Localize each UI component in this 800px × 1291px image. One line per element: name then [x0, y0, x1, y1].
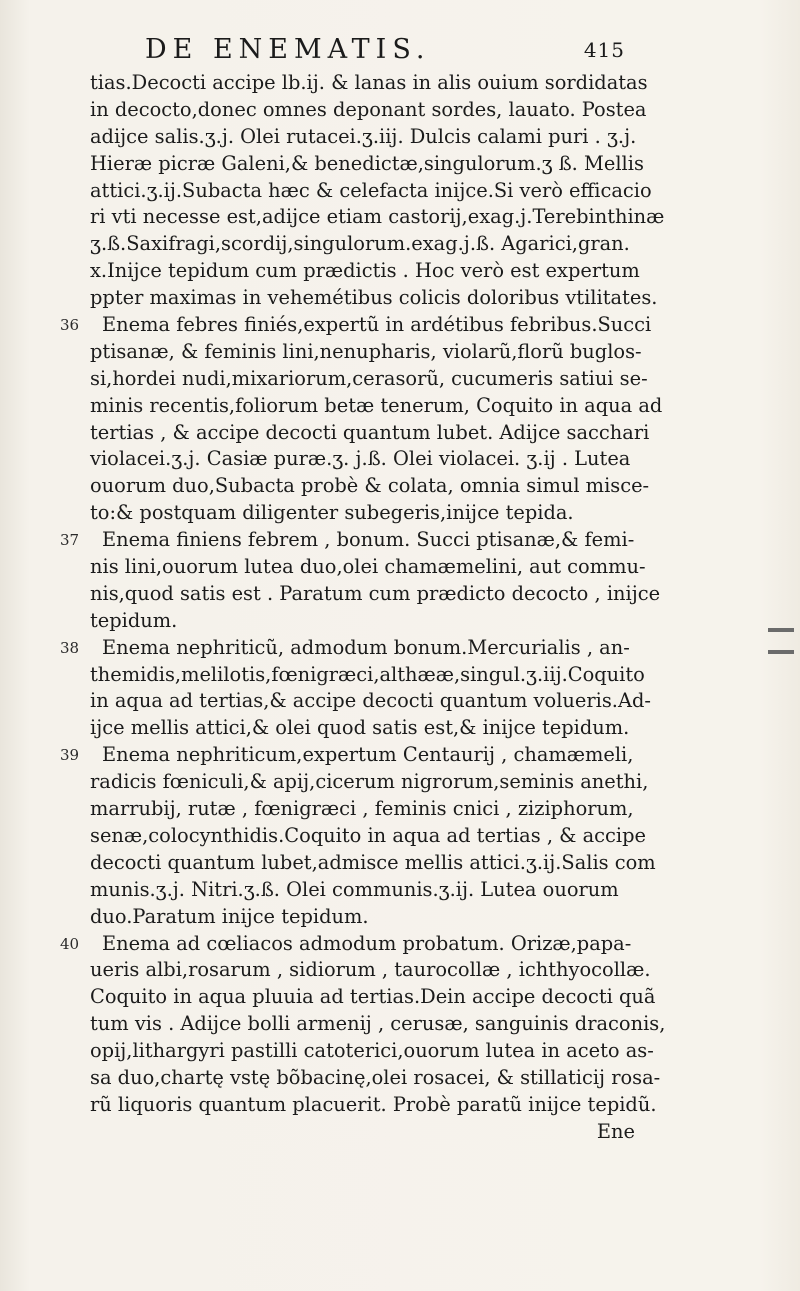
text-line	[90, 688, 665, 715]
margin-mark-icon	[768, 628, 794, 688]
text-line	[90, 231, 665, 258]
text-line	[90, 258, 665, 285]
line-text: ri vti necesse est,adijce etiam castorij,exag.j.Terebinthinæ	[90, 205, 665, 229]
text-line	[90, 554, 665, 581]
text-line	[90, 581, 665, 608]
text-line	[90, 366, 665, 393]
line-text: minis recentis,foliorum betæ tenerum, Coquito in aqua ad	[90, 393, 663, 417]
line-text: to:& postquam diligenter subegeris,inijce tepida.	[90, 501, 574, 525]
text-line	[60, 931, 665, 958]
recipe-number: 38	[60, 638, 80, 657]
text-line	[90, 339, 665, 366]
text-line	[90, 124, 665, 151]
line-text: themidis,melilotis,fœnigræci,althææ,singul.ʒ.iij.Coquito	[90, 662, 645, 686]
line-text: tepidum.	[90, 608, 178, 632]
text-line	[90, 285, 665, 312]
text-line	[90, 662, 665, 689]
recipe-number: 39	[60, 746, 80, 765]
line-text: radicis fœniculi,& apij,cicerum nigrorum,seminis anethi,	[90, 770, 649, 794]
recipe-number: 37	[60, 531, 80, 550]
text-line	[90, 204, 665, 231]
line-text: tum vis . Adijce bolli armenij , cerusæ, sanguinis draconis,	[90, 1012, 666, 1036]
text-line	[90, 957, 665, 984]
text-line	[90, 393, 665, 420]
text-line	[90, 70, 665, 97]
line-text: opij,lithargyri pastilli catoterici,ouorum lutea in aceto as-	[90, 1039, 654, 1063]
text-line	[90, 904, 665, 931]
text-line	[90, 178, 665, 205]
line-text: in decocto,donec omnes deponant sordes, lauato. Postea	[90, 97, 647, 121]
text-line	[90, 500, 665, 527]
running-header	[145, 28, 625, 68]
line-text: nis lini,ouorum lutea duo,olei chamæmelini, aut commu-	[90, 555, 646, 579]
catchword: Ene	[596, 1119, 635, 1143]
line-text: adijce salis.ʒ.j. Olei rutacei.ʒ.iij. Dulcis calami puri . ʒ.j.	[90, 124, 637, 148]
line-text: tertias , & accipe decocti quantum lubet. Adijce sacchari	[90, 420, 650, 444]
text-line	[90, 1092, 665, 1119]
line-text: ijce mellis attici,& olei quod satis est,& inijce tepidum.	[90, 716, 630, 740]
line-text: Enema finiens febrem , bonum. Succi ptisanæ,& femi-	[102, 528, 635, 552]
text-line	[90, 715, 665, 742]
line-text: duo.Paratum inijce tepidum.	[90, 904, 369, 928]
page-number: 415	[583, 38, 625, 62]
line-text: ouorum duo,Subacta probè & colata, omnia simul misce-	[90, 474, 650, 498]
line-text: si,hordei nudi,mixariorum,cerasorũ, cucumeris satiui se-	[90, 366, 648, 390]
text-line	[90, 473, 665, 500]
text-line	[90, 1011, 665, 1038]
line-text: marrubij, rutæ , fœnigræci , feminis cnici , ziziphorum,	[90, 797, 634, 821]
text-line	[90, 151, 665, 178]
text-line	[90, 1065, 665, 1092]
line-text: Enema nephriticum,expertum Centaurij , chamæmeli,	[102, 743, 634, 767]
line-text: Enema ad cœliacos admodum probatum. Orizæ,papa-	[102, 931, 632, 955]
line-text: Enema nephriticũ, admodum bonum.Mercurialis , an-	[102, 635, 630, 659]
line-text: Enema febres finiés,expertũ in ardétibus febribus.Succi	[102, 313, 652, 337]
recipe-number: 40	[60, 934, 80, 953]
line-text: decocti quantum lubet,admisce mellis attici.ʒ.ij.Salis com	[90, 850, 656, 874]
line-text: ʒ.ß.Saxifragi,scordij,singulorum.exag.j.ß. Agarici,gran.	[90, 232, 630, 256]
running-title: DE ENEMATIS.	[145, 34, 431, 65]
line-text: Coquito in aqua pluuia ad tertias.Dein accipe decocti quã	[90, 985, 656, 1009]
text-line	[90, 984, 665, 1011]
text-line	[60, 312, 665, 339]
line-text: x.Inijce tepidum cum prædictis . Hoc verò est expertum	[90, 259, 640, 283]
body-text	[60, 70, 666, 1146]
text-line	[60, 635, 665, 662]
line-text: in aqua ad tertias,& accipe decocti quantum volueris.Ad-	[90, 689, 651, 713]
text-line	[60, 527, 665, 554]
line-text: ptisanæ, & feminis lini,nenupharis, violarũ,florũ buglos-	[90, 339, 642, 363]
line-text: sa duo,chartę vstę bõbacinę,olei rosacei, & stillaticij rosa-	[90, 1065, 661, 1089]
line-text: tias.Decocti accipe lb.ij. & lanas in alis ouium sordidatas	[90, 71, 648, 94]
line-text: rũ liquoris quantum placuerit. Probè paratũ inijce tepidũ.	[90, 1092, 657, 1116]
text-line	[90, 823, 665, 850]
text-line	[90, 769, 665, 796]
line-text: Hieræ picræ Galeni,& benedictæ,singulorum.ʒ ß. Mellis	[90, 151, 644, 175]
text-line	[90, 796, 665, 823]
text-line	[90, 97, 665, 124]
recipe-number: 36	[60, 316, 80, 335]
text-line	[90, 420, 665, 447]
line-text: nis,quod satis est . Paratum cum prædicto decocto , inijce	[90, 581, 661, 605]
text-line	[90, 877, 665, 904]
line-text: attici.ʒ.ij.Subacta hæc & celefacta inijce.Si verò efficacio	[90, 178, 652, 202]
line-text: ueris albi,rosarum , sidiorum , taurocollæ , ichthyocollæ.	[90, 958, 651, 982]
text-line	[90, 1038, 665, 1065]
text-line	[60, 742, 665, 769]
line-text: violacei.ʒ.j. Casiæ puræ.ʒ. j.ß. Olei violacei. ʒ.ij . Lutea	[90, 447, 631, 471]
line-text: senæ,colocynthidis.Coquito in aqua ad tertias , & accipe	[90, 823, 646, 847]
text-line	[90, 446, 665, 473]
line-text: munis.ʒ.j. Nitri.ʒ.ß. Olei communis.ʒ.ij. Lutea ouorum	[90, 877, 619, 901]
text-line	[90, 850, 665, 877]
catchword-line	[90, 1119, 665, 1146]
line-text: ppter maximas in vehemétibus colicis doloribus vtilitates.	[90, 286, 658, 310]
text-line	[90, 608, 665, 635]
